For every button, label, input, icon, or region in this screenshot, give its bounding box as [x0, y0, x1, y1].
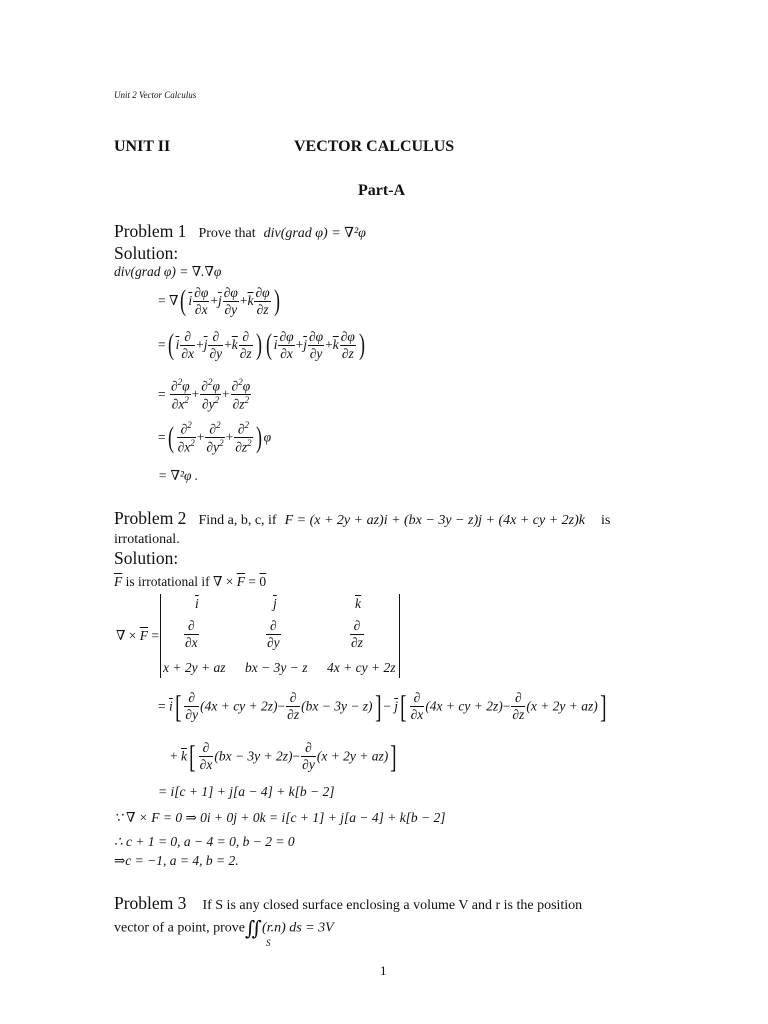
problem-2-heading	[114, 508, 610, 529]
therefore-line: ∴ c + 1 = 0, a − 4 = 0, b − 2 = 0	[114, 834, 295, 849]
problem-1-step-3: = $\frac{\partial^2\varphi}{\partial x^2}$ + $\frac{\partial^2\varphi}{\partial y^2}$ + $\frac{\partial^2\varphi}{\partial z^2}$	[158, 377, 251, 412]
page-number: 1	[380, 963, 387, 978]
det-f1: x + 2y + az	[163, 660, 226, 675]
exp2-b: (x + 2y + az)	[316, 748, 389, 764]
problem-3-statement-line2: vector of a point, prove∬(r.n) ds = 3V	[114, 918, 334, 940]
problem-1-step-5: = ∇²φ .	[158, 468, 199, 483]
problem-1-step-2: =( $\overline{i}$ $\frac{\partial}{\partial x}$ $+\overline{j}$ $\frac{\partial}{\partial y}$ $+\overline{k}$ $\frac{\partial}{\partial z}$ ) ( $\overline{i}$ $\frac{\partial\varphi}{\partial x}$ $+\overline{j}$ $\frac{\partial\varphi}{\partial y}$ $+\overline{k}$ $\frac{\partial\varphi}{\partial z}$ )	[158, 328, 365, 361]
det-f3: 4x + cy + 2z	[327, 660, 396, 675]
problem-2-math: F = (x + 2y + az)i + (bx − 3y − z)j + (4x + cy + 2z)k	[284, 513, 585, 528]
unit-label: UNIT II	[114, 138, 171, 155]
curl-result: = i[c + 1] + j[a − 4] + k[b − 2]	[158, 784, 335, 799]
exp1-d: (x + 2y + az)	[526, 698, 598, 714]
problem-3-integral: (r.n) ds = 3V	[262, 920, 334, 936]
exp2-a: (bx − 3y + 2z)	[214, 748, 293, 764]
curl-determinant	[160, 594, 400, 678]
unit-title: VECTOR CALCULUS	[294, 138, 455, 155]
condition-text: is irrotational if	[125, 574, 210, 589]
exp1-a: (4x + cy + 2z)	[200, 698, 278, 714]
det-f2: bx − 3y − z	[245, 660, 308, 675]
problem-1-step-4: =( $\frac{\partial^2}{\partial x^2}$ + $\frac{\partial^2}{\partial y^2}$ + $\frac{\partial^2}{\partial z^2}$ ) φ	[158, 420, 272, 455]
curl-label: ∇ × $\overline{F}$ =	[116, 628, 160, 643]
problem-2-condition: $\overline{F}$ is irrotational if ∇ × $\overline{F} = 0$	[114, 574, 267, 589]
problem-1-heading	[114, 221, 366, 242]
det-j: $\overline{j}$	[273, 596, 277, 611]
det-i: $\overline{i}$	[195, 596, 199, 611]
step-3-prefix: =	[158, 386, 166, 402]
running-header: Unit 2 Vector Calculus	[114, 90, 197, 100]
step-4-prefix: =	[158, 429, 166, 445]
problem-1-step-1: = ∇( $\overline{i}$ $\frac{\partial\varphi}{\partial x}$ $+\overline{j}$ $\frac{\partial\varphi}{\partial y}$ $+\overline{k}$ $\frac{\partial\varphi}{\partial z}$ )	[158, 284, 280, 317]
answer-line: ⇒c = −1, a = 4, b = 2.	[114, 853, 239, 868]
since-line: ∵ ∇ × F = 0 ⇒ 0i + 0j + 0k = i[c + 1] + j[a − 4] + k[b − 2]	[114, 810, 446, 825]
exp1-c: (4x + cy + 2z)	[425, 698, 503, 714]
integral-subscript: S	[266, 938, 271, 948]
det-d-dx: $\frac{\partial}{\partial x}$	[185, 618, 198, 650]
problem-3-statement-line1: If S is any closed surface enclosing a volume V and r is the position	[202, 898, 583, 913]
exp1-b: (bx − 3y − z)	[301, 698, 373, 714]
expansion-line-2: + $\overline{k}$[ $\frac{\partial}{\partial x}$ (bx − 3y + 2z)− $\frac{\partial}{\partial y}$ (x + 2y + az)]	[170, 738, 397, 774]
problem-3-label: Problem 3	[114, 893, 187, 913]
problem-2-solution-label: Solution:	[114, 548, 179, 568]
problem-2-label: Problem 2	[114, 508, 187, 528]
det-k: $\overline{k}$	[355, 596, 361, 611]
step-1-prefix: = ∇	[158, 293, 179, 308]
det-d-dy: $\frac{\partial}{\partial y}$	[267, 618, 280, 650]
problem-1-label: Problem 1	[114, 221, 187, 241]
step-2-prefix: =	[158, 337, 166, 352]
problem-2-statement-cont: irrotational.	[114, 532, 180, 547]
problem-1-step-0: div(grad φ) = ∇.∇φ	[114, 264, 222, 279]
problem-1-statement: Prove that	[198, 226, 256, 241]
problem-1-solution-label: Solution:	[114, 243, 179, 263]
problem-2-statement-suffix: is	[600, 513, 611, 528]
part-title: Part-A	[358, 182, 406, 199]
problem-2-statement-prefix: Find a, b, c, if	[198, 513, 277, 528]
det-d-dz: $\frac{\partial}{\partial z}$	[351, 618, 363, 650]
problem-1-math: div(grad φ) = ∇²φ	[263, 226, 366, 241]
problem-3-heading	[114, 893, 582, 914]
problem-3-vector-text: vector of a point, prove	[114, 920, 246, 936]
expansion-line-1: = $\overline{i}$[ $\frac{\partial}{\partial y}$ (4x + cy + 2z)− $\frac{\partial}{\partial z}$ $(bx - 3y - z)] - \overline{j}$[ $\frac{\partial}{\partial x}$ (4x + cy + 2z)− $\frac{\partial}{\partial z}$ (x + 2y + az)]	[158, 688, 607, 724]
